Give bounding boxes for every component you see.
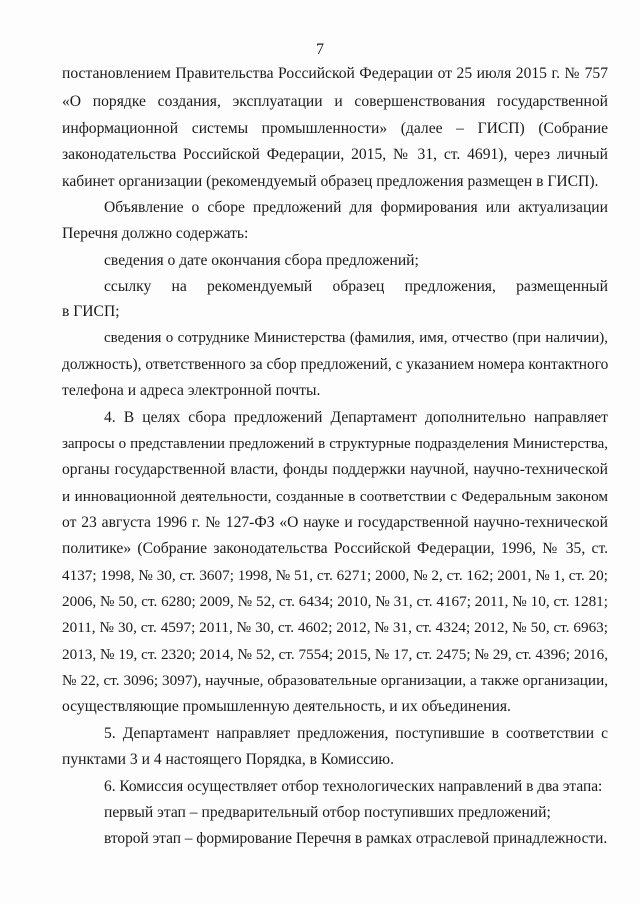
text-line: должность), ответственного за сбор предложений, с указанием номера контактного [62,356,609,373]
text-line: информационной системы промышленности» (далее – ГИСП) (Собрание [62,120,608,137]
text-line: пунктами 3 и 4 настоящего Порядка, в Комиссию. [62,751,394,768]
page-number: 7 [316,41,324,58]
text-line: Перечня должно содержать: [62,225,249,242]
text-line: телефона и адреса электронной почты. [62,382,321,399]
text-line: законодательства Российской Федерации, 2015, № 31, ст. 4691), через личный [62,146,608,163]
text-line: ссылку на рекомендуемый образец предложения, размещенный [104,278,608,295]
text-line: «О порядке создания, эксплуатации и совершенствования государственной [62,93,608,110]
text-line: кабинет организации (рекомендуемый образец предложения размещен в ГИСП). [62,173,599,190]
text-line: и инновационной деятельности, созданные в соответствии с Федеральным законом [62,488,608,505]
text-line: 2011, № 30, ст. 4597; 2011, № 30, ст. 4602; 2012, № 31, ст. 4324; 2012, № 50, ст. 6963; [62,619,608,636]
text-line: осуществляющие промышленную деятельность, и их объединения. [62,698,511,715]
text-line: 4137; 1998, № 30, ст. 3607; 1998, № 51, ст. 6271; 2000, № 2, ст. 162; 2001, № 1, ст. 20; [62,567,608,584]
text-line: от 23 августа 1996 г. № 127-ФЗ «О науке и государственной научно-технической [62,514,608,531]
text-line: политике» (Собрание законодательства Российской Федерации, 1996, № 35, ст. [62,540,608,557]
text-line: 5. Департамент направляет предложения, поступившие в соответствии с [104,725,608,742]
text-line: сведения о дате окончания сбора предложений; [104,252,419,269]
text-line: Объявление о сборе предложений для формирования или актуализации [104,199,608,216]
text-line: запросы о представлении предложений в структурные подразделения Министерства, [62,436,608,452]
text-line: в ГИСП; [62,303,120,320]
text-line: 4. В целях сбора предложений Департамент дополнительно направляет [104,409,608,426]
text-line: 6. Комиссия осуществляет отбор технологических направлений в два этапа: [104,778,603,795]
text-line: второй этап – формирование Перечня в рамках отраслевой принадлежности. [104,830,608,847]
text-line: постановлением Правительства Российской Федерации от 25 июля 2015 г. № 757 [62,65,608,82]
text-line: органы государственной власти, фонды поддержки научной, научно-технической [62,461,608,478]
text-line: 2013, № 19, ст. 2320; 2014, № 52, ст. 7554; 2015, № 17, ст. 2475; № 29, ст. 4396; 2016, [62,646,608,663]
text-line: № 22, ст. 3096; 3097), научные, образовательные организации, а также организации, [62,672,608,689]
text-line: сведения о сотруднике Министерства (фамилия, имя, отчество (при наличии), [104,330,608,346]
text-line: 2006, № 50, ст. 6280; 2009, № 52, ст. 6434; 2010, № 31, ст. 4167; 2011, № 10, ст. 1281; [62,593,608,610]
text-line: первый этап – предварительный отбор поступивших предложений; [104,804,551,821]
